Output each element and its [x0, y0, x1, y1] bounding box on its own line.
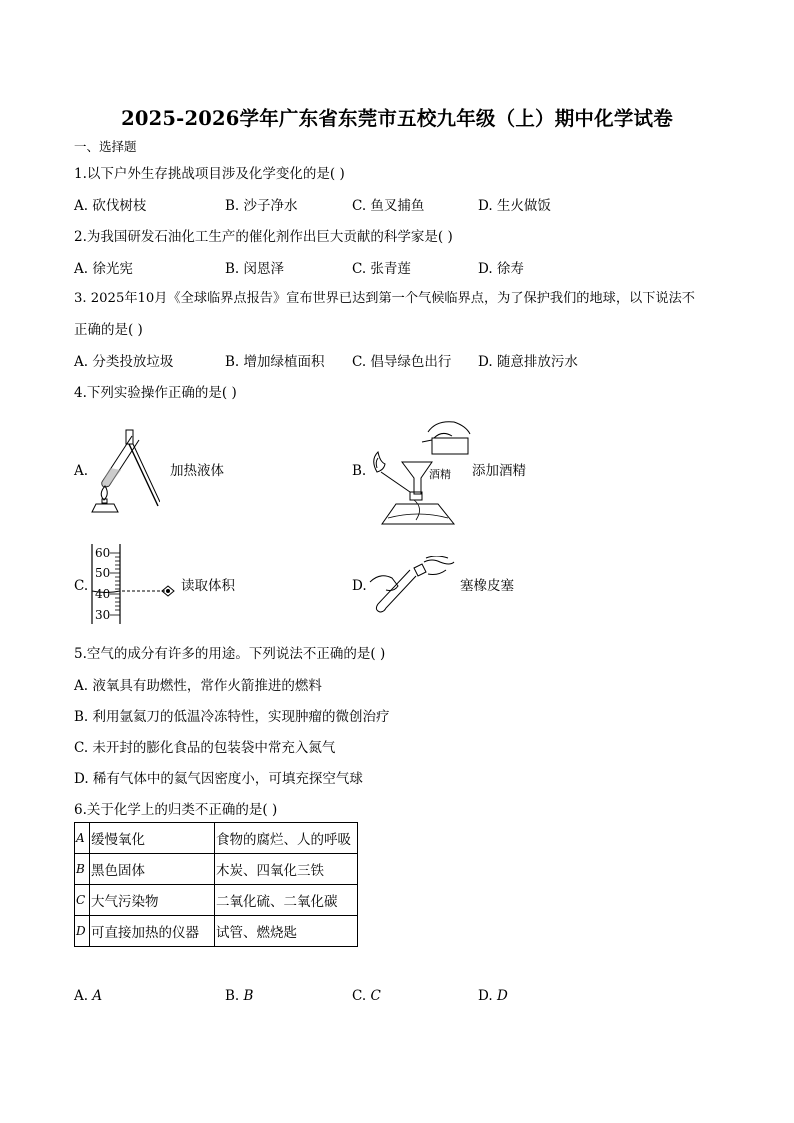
q5-option-b: B. 利用氩氦刀的低温冷冻特性，实现肿瘤的微创治疗 — [74, 709, 390, 725]
q3-option-d: D. 随意排放污水 — [478, 354, 578, 370]
q3-option-b: B. 增加绿植面积 — [225, 354, 325, 370]
q6-option-c — [352, 987, 381, 1005]
adding-alcohol-figure — [366, 412, 476, 530]
q4-option-a-label: 加热液体 — [170, 463, 224, 479]
q1-option-d: D. 生火做饭 — [478, 198, 551, 214]
q4-option-a-letter: A. — [74, 463, 89, 479]
table-cell-examples: 木炭、四氧化三铁 — [215, 854, 358, 885]
q1-option-a: A. 砍伐树枝 — [74, 198, 147, 214]
table-cell-examples: 试管、燃烧匙 — [215, 916, 358, 947]
q6-option-d-prefix: D. — [478, 988, 497, 1004]
q6-option-a-value: A — [92, 988, 103, 1004]
table-cell-examples: 食物的腐烂、人的呼吸 — [215, 823, 358, 854]
q6-option-c-prefix: C. — [352, 988, 371, 1004]
q4-option-c-label: 读取体积 — [181, 578, 235, 594]
table-row — [75, 854, 358, 885]
question-2-stem: 2.为我国研发石油化工生产的催化剂作出巨大贡献的科学家是( ) — [74, 229, 453, 245]
q1-option-b: B. 沙子净水 — [225, 198, 298, 214]
q4-option-b-label: 添加酒精 — [472, 463, 526, 479]
q6-option-c-value: C — [370, 988, 381, 1004]
q6-option-b — [225, 987, 253, 1005]
question-5-stem: 5.空气的成分有许多的用途。下列说法不正确的是( ) — [74, 646, 386, 662]
scale-label-60: 60 — [95, 546, 111, 560]
q5-option-a: A. 液氧具有助燃性，常作火箭推进的燃料 — [74, 678, 322, 694]
question-1-stem: 1.以下户外生存挑战项目涉及化学变化的是( ) — [74, 166, 345, 182]
q4-option-b-letter: B. — [352, 463, 367, 479]
q2-option-b: B. 闵恩泽 — [225, 261, 285, 277]
scale-label-40: 40 — [95, 587, 111, 601]
table-cell-category: 大气污染物 — [90, 885, 215, 916]
q6-option-a-prefix: A. — [74, 988, 93, 1004]
question-4-stem: 4.下列实验操作正确的是( ) — [74, 385, 237, 401]
table-cell-category: 缓慢氧化 — [90, 823, 215, 854]
question-6-stem: 6.关于化学上的归类不正确的是( ) — [74, 802, 278, 818]
table-row — [75, 885, 358, 916]
q6-option-b-value: B — [243, 988, 254, 1004]
table-row — [75, 823, 358, 854]
q4-option-c-letter: C. — [74, 578, 89, 594]
classification-table — [74, 822, 358, 947]
table-cell-examples: 二氧化硫、二氧化碳 — [215, 885, 358, 916]
section-heading: 一、选择题 — [74, 139, 137, 154]
question-3-stem-line1: 3. 2025年10月《全球临界点报告》宣布世界已达到第一个气候临界点，为了保护我们的地球，以下说法不 — [74, 291, 695, 306]
q4-option-d-letter: D. — [352, 578, 367, 594]
q3-option-a: A. 分类投放垃圾 — [74, 354, 174, 370]
rubber-stopper-figure — [366, 556, 456, 616]
q6-option-a — [74, 987, 102, 1005]
table-cell-key: A — [75, 823, 90, 854]
heating-liquid-figure — [88, 426, 160, 514]
scale-label-50: 50 — [95, 566, 111, 580]
q1-option-c: C. 鱼叉捕鱼 — [352, 198, 425, 214]
table-cell-category: 可直接加热的仪器 — [90, 916, 215, 947]
scale-label-30: 30 — [95, 608, 111, 622]
q5-option-d: D. 稀有气体中的氦气因密度小，可填充探空气球 — [74, 771, 363, 787]
q4-option-d-label: 塞橡皮塞 — [460, 578, 514, 594]
table-cell-key: C — [75, 885, 90, 916]
alcohol-bottle-label: 酒精 — [429, 468, 451, 481]
page-title: 2025-2026学年广东省东莞市五校九年级（上）期中化学试卷 — [121, 107, 673, 130]
q6-option-b-prefix: B. — [225, 988, 244, 1004]
q2-option-d: D. 徐寿 — [478, 261, 524, 277]
question-3-stem-line2: 正确的是( ) — [74, 322, 143, 338]
table-cell-key: B — [75, 854, 90, 885]
q2-option-c: C. 张青莲 — [352, 261, 411, 277]
table-cell-key: D — [75, 916, 90, 947]
q3-option-c: C. 倡导绿色出行 — [352, 354, 452, 370]
q6-option-d-value: D — [496, 988, 508, 1004]
q5-option-c: C. 未开封的膨化食品的包装袋中常充入氮气 — [74, 740, 336, 756]
q2-option-a: A. 徐光宪 — [74, 261, 133, 277]
table-row — [75, 916, 358, 947]
q6-option-d — [478, 987, 508, 1005]
table-cell-category: 黑色固体 — [90, 854, 215, 885]
